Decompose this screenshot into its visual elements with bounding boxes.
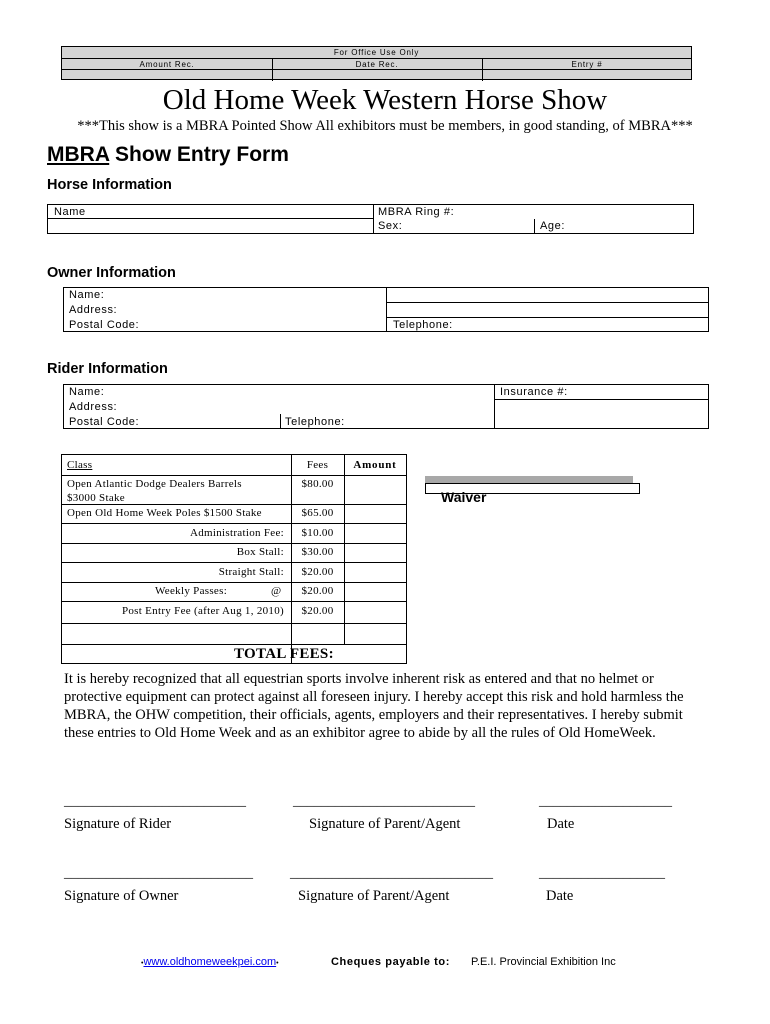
entry-number-label: Entry # [571, 60, 603, 69]
horse-info-heading: Horse Information [47, 177, 172, 193]
admin-fee: $10.00 [301, 527, 334, 539]
parent-signature-label-1: Signature of Parent/Agent [309, 816, 461, 832]
office-use-header: For Office Use Only [333, 48, 420, 57]
rider-signature-line[interactable]: __________________________ [64, 794, 246, 809]
owner-info-heading: Owner Information [47, 265, 176, 281]
rider-address-field[interactable]: Address: [69, 401, 118, 413]
bullet-icon: • [276, 960, 279, 967]
date-rec-label: Date Rec. [355, 60, 399, 69]
horse-sex-field[interactable]: Sex: [378, 220, 403, 232]
waiver-title: Waiver [441, 489, 487, 505]
owner-telephone-field[interactable]: Telephone: [393, 319, 453, 331]
parent-signature-line-2[interactable]: _____________________________ [290, 866, 493, 881]
parent-signature-label-2: Signature of Parent/Agent [298, 888, 450, 904]
admin-fee-label: Administration Fee: [190, 527, 284, 539]
date-label-2: Date [546, 888, 574, 904]
owner-postal-field[interactable]: Postal Code: [69, 319, 140, 331]
box-stall-label: Box Stall: [236, 546, 284, 558]
class-poles: Open Old Home Week Poles $1500 Stake [67, 507, 262, 519]
bullet-icon: • [141, 960, 144, 967]
amount-column-header: Amount [353, 459, 397, 471]
cheques-label: Cheques payable to: [331, 956, 450, 968]
post-entry-label: Post Entry Fee (after Aug 1, 2010) [121, 605, 284, 617]
waiver-text: It is hereby recognized that all equestrian sports involve inherent risk as entered and that no helmet or protective equipment can protect against all foreseen injury. I hereby accept this risk and hold harmless the MBRA, the OHW competition, their officials, agents, employers and their representatives. I hereby submit these entries to Old Home Week and as an exhibitor agree to abide by all the rules of Old HomeWeek. [64, 671, 684, 741]
box-stall-fee: $30.00 [301, 546, 334, 558]
payee-name: P.E.I. Provincial Exhibition Inc [471, 956, 616, 968]
class-barrels-line2: $3000 Stake [67, 492, 125, 504]
rider-name-field[interactable]: Name: [69, 386, 105, 398]
rider-telephone-field[interactable]: Telephone: [285, 416, 345, 428]
horse-name-field[interactable]: Name [54, 206, 86, 218]
form-title-rest: Show Entry Form [109, 143, 289, 166]
rider-signature-label: Signature of Rider [64, 816, 172, 832]
page-title: Old Home Week Western Horse Show [162, 84, 608, 116]
rider-info-heading: Rider Information [47, 361, 168, 377]
office-use-table [61, 46, 692, 80]
post-entry-fee: $20.00 [301, 605, 334, 617]
fees-column-header: Fees [306, 459, 329, 471]
website-link[interactable]: www.oldhomeweekpei.com [143, 956, 277, 968]
total-fees-label: TOTAL FEES: [234, 646, 334, 662]
weekly-passes-label: Weekly Passes: [155, 585, 228, 597]
rider-postal-field[interactable]: Postal Code: [69, 416, 140, 428]
mbra-ring-field[interactable]: MBRA Ring #: [378, 206, 455, 218]
owner-signature-line[interactable]: ___________________________ [64, 866, 253, 881]
date-label-1: Date [547, 816, 575, 832]
owner-info-table [63, 287, 709, 332]
parent-signature-line-1[interactable]: __________________________ [293, 794, 475, 809]
owner-name-field[interactable]: Name: [69, 289, 105, 301]
class-barrels-line1: Open Atlantic Dodge Dealers Barrels [67, 478, 242, 490]
footer-website [141, 956, 279, 968]
form-title [47, 143, 289, 167]
fees-table [61, 454, 407, 664]
date-line-1[interactable]: ___________________ [539, 794, 672, 809]
class-column-header: Class [67, 459, 93, 471]
weekly-passes-fee: $20.00 [301, 585, 334, 597]
amount-rec-label: Amount Rec. [139, 60, 195, 69]
owner-signature-label: Signature of Owner [64, 888, 179, 904]
straight-stall-label: Straight Stall: [218, 566, 284, 578]
barrels-fee: $80.00 [301, 478, 334, 490]
horse-age-field[interactable]: Age: [540, 220, 566, 232]
date-line-2[interactable]: __________________ [539, 866, 665, 881]
rider-info-table [63, 384, 709, 429]
weekly-passes-at: @ [271, 585, 282, 597]
owner-address-field[interactable]: Address: [69, 304, 118, 316]
form-title-abbr: MBRA [47, 143, 110, 166]
poles-fee: $65.00 [301, 507, 334, 519]
rider-insurance-field[interactable]: Insurance #: [500, 386, 568, 398]
horse-info-table [47, 204, 694, 234]
mbra-notice: ***This show is a MBRA Pointed Show All exhibitors must be members, in good standing, of MBRA*** [77, 118, 693, 134]
straight-stall-fee: $20.00 [301, 566, 334, 578]
